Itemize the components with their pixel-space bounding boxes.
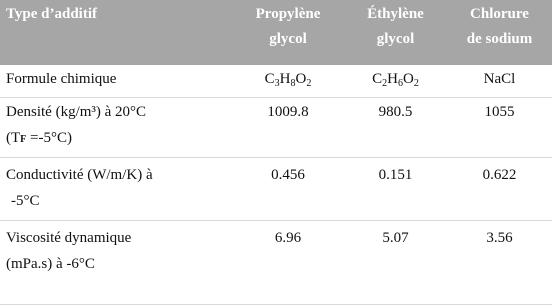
cell-value: 0.456 xyxy=(232,158,344,221)
formula-subscript: 2 xyxy=(306,78,312,89)
formula-element: O xyxy=(403,71,414,87)
formula-subscript: 2 xyxy=(413,78,419,89)
cell-value: 0.622 xyxy=(447,158,552,221)
cell-value: 5.07 xyxy=(344,221,447,305)
table-row-viscosite xyxy=(0,221,552,305)
formula-text: NaCl xyxy=(483,71,516,87)
header-propylene-glycol xyxy=(232,0,344,65)
header-label-line2: glycol xyxy=(269,31,307,47)
cell-value: 1055 xyxy=(447,98,552,158)
cell-value: 1009.8 xyxy=(232,98,344,158)
row-label-line2 xyxy=(6,130,72,146)
row-label xyxy=(0,221,232,305)
table-header-row xyxy=(0,0,552,65)
row-label-line2: -5°C xyxy=(11,193,40,209)
header-chlorure-sodium xyxy=(447,0,552,65)
formula-propylene-glycol xyxy=(232,65,344,98)
table-row-conductivite xyxy=(0,158,552,221)
header-label-line2: de sodium xyxy=(466,31,533,47)
formula-ethylene-glycol xyxy=(344,65,447,98)
header-label-line2: glycol xyxy=(376,31,415,47)
row-label-line1: Conductivité (W/m/K) à xyxy=(6,167,153,183)
row-label xyxy=(0,65,232,98)
formula-element: O xyxy=(295,71,307,87)
formula-subscript: 2 xyxy=(382,78,388,89)
table-row-densite xyxy=(0,98,552,158)
formula-chlorure-sodium xyxy=(447,65,552,98)
row-label-line1: Densité (kg/m³) à 20°C xyxy=(6,104,147,120)
cell-value: 980.5 xyxy=(344,98,447,158)
header-label: Type d’additif xyxy=(6,6,97,22)
label-prefix: (T xyxy=(6,130,21,146)
cell-value: 3.56 xyxy=(447,221,552,305)
header-label-line1: Propylène xyxy=(255,6,321,22)
formula-element: H xyxy=(387,71,398,87)
row-label-text: Formule chimique xyxy=(6,71,117,87)
formula-element: H xyxy=(279,71,291,87)
formula-subscript: 6 xyxy=(398,78,403,89)
row-label xyxy=(0,98,232,158)
header-ethylene-glycol xyxy=(344,0,447,65)
formula-element: C xyxy=(264,71,275,87)
cell-value: 0.151 xyxy=(344,158,447,221)
row-label xyxy=(0,158,232,221)
formula-subscript: 3 xyxy=(274,78,280,89)
label-suffix: =-5°C) xyxy=(26,130,72,146)
formula-subscript: 8 xyxy=(290,78,296,89)
row-label-line1: Viscosité dynamique xyxy=(6,230,132,246)
cell-value: 6.96 xyxy=(232,221,344,305)
formula-element: C xyxy=(372,71,383,87)
header-type-additif xyxy=(0,0,232,65)
header-label-line1: Chlorure xyxy=(470,6,529,22)
label-subscript: F xyxy=(20,134,27,145)
row-label-line2: (mPa.s) à -6°C xyxy=(6,256,95,272)
header-label-line1: Éthylène xyxy=(367,6,424,22)
table-row-formule xyxy=(0,65,552,98)
